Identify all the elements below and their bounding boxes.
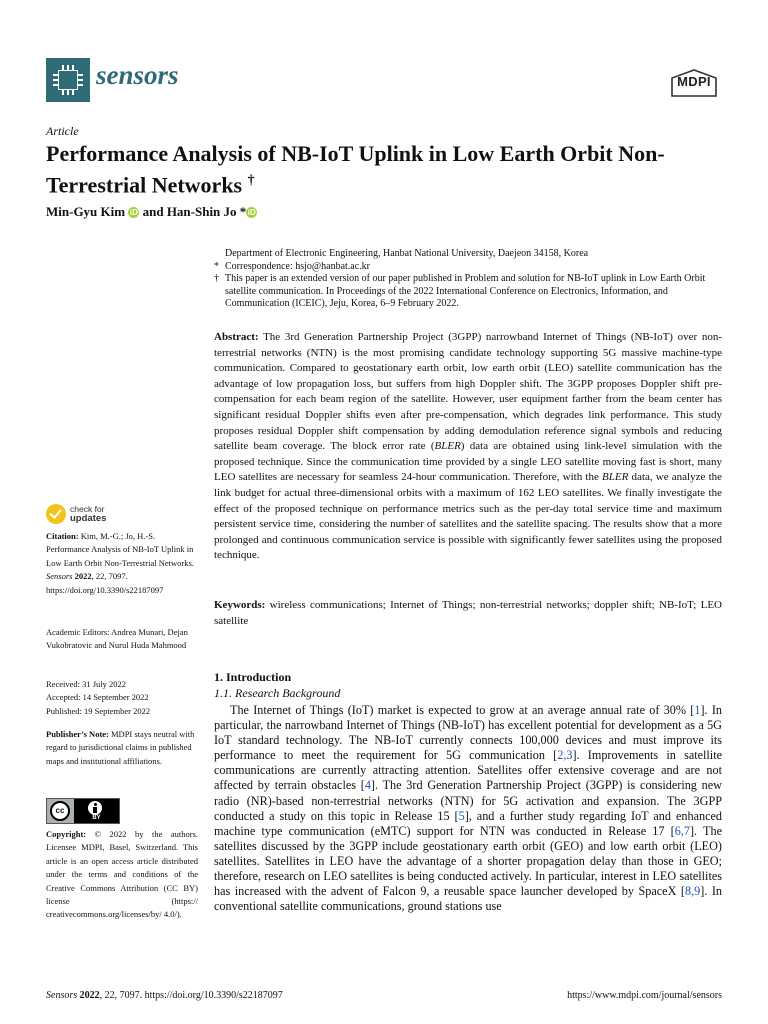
footer-year: 2022 bbox=[79, 990, 100, 1001]
check-updates-line2: updates bbox=[70, 513, 107, 524]
attribution-person-icon bbox=[88, 801, 102, 815]
extended-version-note: This paper is an extended version of our paper published in Problem and solution for NB-IoT uplink in Low Earth Orbit satellite communication. In Proceedings of the 2022 International Conference on Electronics, Information, and Communication (ICEIC), Jeju, Korea, 6–9 February 2022. bbox=[225, 273, 706, 309]
abstract-text: data, we analyze the link budget for actual three-dimensional orbits with a maximum of 162 LEO satellites. We finally investigate the effect of the proposed technique on performance metrics such as the per-day total service time and maximum persistent service time, considering the number of satellites and the satellite spacing. The results show that a more prolonged and continuous communication service is possible with significantly fewer satellites using the proposed technique. bbox=[214, 471, 723, 562]
check-updates-line1: check for bbox=[70, 504, 105, 514]
abstract-italic: BLER bbox=[602, 471, 629, 484]
footer-citation bbox=[46, 990, 283, 1001]
reference-link[interactable]: 2,3 bbox=[557, 748, 573, 763]
keywords-label: Keywords: bbox=[214, 599, 266, 611]
correspondence: Correspondence: hsjo@hanbat.ac.kr bbox=[225, 260, 370, 272]
correspondence-mark: * bbox=[214, 260, 219, 272]
reference-link[interactable]: 8,9 bbox=[684, 884, 701, 899]
body-text: ]. In conventional satellite communications, ground stations use bbox=[214, 884, 722, 914]
keywords bbox=[214, 598, 722, 629]
body-text: ]. The 3rd Generation Partnership Project (3GPP) is considering new radio (NR)-based non-terrestrial networks (NTN) for 5G activation and expansion. The 3GPP conducted a study on this topic in Release 15 [ bbox=[214, 778, 722, 823]
reference-link[interactable]: 6,7 bbox=[674, 823, 690, 838]
publisher-logo[interactable] bbox=[668, 68, 720, 98]
footer-doi[interactable]: , 22, 7097. https://doi.org/10.3390/s22187097 bbox=[99, 990, 283, 1001]
abstract-italic: BLER bbox=[434, 440, 461, 453]
keywords-text: wireless communications; Internet of Things; non-terrestrial networks; doppler shift; NB-IoT; LEO satellite bbox=[214, 599, 723, 627]
body-text: ]. In particular, the narrowband Internet of Things (NB-IoT) has excellent potential for development as a 5G IoT standard technology. The NB-IoT currently connects 100,000 devices and must improve its performance to meet the requirement for 5G communication [ bbox=[214, 703, 723, 763]
copyright-label: Copyright: bbox=[46, 829, 87, 839]
body-paragraph bbox=[214, 703, 722, 914]
abstract-text: ) data are obtained using link-level simulation with the proposed technique. Since the communication time provided by a single LEO satellite moving fast is short, many LEO satellites are necessary for seamless 24-hour communication. Therefore, with the bbox=[214, 440, 722, 484]
pubnote-text: MDPI stays neutral with regard to jurisdictional claims in published maps and institutional affiliations. bbox=[46, 729, 195, 766]
chip-icon bbox=[58, 70, 78, 90]
paper-title bbox=[46, 140, 726, 198]
received-date: Received: 31 July 2022 bbox=[46, 679, 127, 689]
journal-logo bbox=[46, 58, 90, 102]
published-date: Published: 19 September 2022 bbox=[46, 705, 151, 716]
section-heading: 1. Introduction bbox=[214, 670, 292, 684]
abstract-text: The 3rd Generation Partnership Project (3GPP) narrowband Internet of Things (NB-IoT) over non-terrestrial networks (NTN) is the most promising candidate technology supporting 5G massive machine-type communication. Compared to geostationary earth orbit, low earth orbit (LEO) satellite communication has the advantage of low propagation loss, but suffers from high Doppler shift. The 3GPP proposes Doppler shift pre-compensation for each beam region of the satellite. However, user equipment farther from the beam center has significant residual Doppler shifts even after pre-compensation, which degrades link performance. This study proposes residual Doppler shift compensation by adding demodulation reference signal symbols and reducing satellite beam coverage. The block error rate ( bbox=[214, 331, 722, 453]
title-footnote-mark: † bbox=[247, 173, 255, 188]
affiliation: Department of Electronic Engineering, Hanbat National University, Daejeon 34158, Korea bbox=[225, 248, 589, 259]
corresponding-mark: * bbox=[239, 204, 247, 219]
body-text: ]. The satellites discussed by the 3GPP include geostationary earth orbit (GEO) and low earth orbit (LEO) satellites. Satellites in LEO have the advantage of a shorter propagation delay than those in GEO; therefore, research on LEO satellites is being conducted actively. In particular, interest in LEO satellites has increased with the advent of Falcon 9, a reusable space launcher developed by SpaceX [ bbox=[214, 823, 722, 899]
citation-text: Kim, M.-G.; Jo, H.-S. Performance Analysis of NB-IoT Uplink in Low Earth Orbit Non-Terrestrial Networks. bbox=[46, 531, 194, 568]
reference-link[interactable]: 1 bbox=[694, 703, 701, 717]
body-text: The Internet of Things (IoT) market is expected to grow at an average annual rate of 30% [ bbox=[230, 703, 695, 717]
note-mark: † bbox=[214, 273, 219, 284]
author-list bbox=[46, 204, 257, 220]
citation-year: 2022 bbox=[74, 571, 92, 582]
accepted-date: Accepted: 14 September 2022 bbox=[46, 692, 149, 703]
publication-dates bbox=[46, 678, 198, 718]
cc-icon: cc bbox=[50, 801, 70, 821]
paper-title-text: Performance Analysis of NB-IoT Uplink in Low Earth Orbit Non-Terrestrial Networks bbox=[46, 141, 665, 198]
article-type: Article bbox=[46, 124, 79, 138]
body-text: ]. Improvements in satellite communications are currently attracting attention. Satellites offer extensive coverage and are not affected by terrain obstacles [ bbox=[214, 748, 722, 793]
subsection-heading: 1.1. Research Background bbox=[214, 686, 341, 700]
affiliations bbox=[214, 248, 724, 311]
pubnote-label: Publisher’s Note: bbox=[46, 729, 109, 739]
copyright bbox=[46, 828, 198, 922]
journal-name[interactable]: sensors bbox=[96, 60, 179, 90]
orcid-icon[interactable]: iD bbox=[247, 208, 256, 217]
footer-journal-url[interactable]: https://www.mdpi.com/journal/sensors bbox=[567, 990, 722, 1001]
author-separator: and bbox=[142, 204, 164, 219]
author-name: Min-Gyu Kim bbox=[46, 204, 126, 219]
citation-doi[interactable]: https://doi.org/10.3390/s22187097 bbox=[46, 584, 164, 595]
publishers-note bbox=[46, 728, 198, 768]
academic-editors: Academic Editors: Andrea Munari, Dejan Vukobratovic and Nurul Huda Mahmood bbox=[46, 627, 188, 651]
orcid-icon[interactable]: iD bbox=[129, 208, 138, 217]
citation-label: Citation: bbox=[46, 531, 79, 541]
citation-journal: Sensors bbox=[46, 571, 73, 582]
copyright-text: © 2022 by the authors. Licensee MDPI, Basel, Switzerland. This article is an open access article distributed under the terms and conditions of the Creative Commons Attribution (CC BY) license (https:// creativecommons.org/licenses/by/ 4.0/). bbox=[46, 829, 199, 920]
body-text: ], and a further study regarding IoT and enhanced machine type communication (eMTC) support for NTN was conducted in Release 17 [ bbox=[214, 808, 722, 838]
author-name: Han-Shin Jo bbox=[166, 204, 237, 219]
abstract-label: Abstract: bbox=[214, 331, 259, 343]
reference-link[interactable]: 4 bbox=[364, 778, 371, 793]
publisher-name: MDPI bbox=[677, 74, 711, 89]
abstract bbox=[214, 330, 722, 564]
citation bbox=[46, 530, 198, 597]
citation-volume: , 22, 7097. bbox=[91, 571, 128, 582]
by-label: BY bbox=[92, 815, 101, 821]
cc-by-license-badge[interactable] bbox=[46, 798, 120, 824]
checkmark-icon bbox=[46, 504, 66, 524]
check-for-updates-button[interactable] bbox=[46, 504, 106, 524]
reference-link[interactable]: 5 bbox=[458, 808, 465, 823]
footer-journal: Sensors bbox=[46, 990, 78, 1001]
